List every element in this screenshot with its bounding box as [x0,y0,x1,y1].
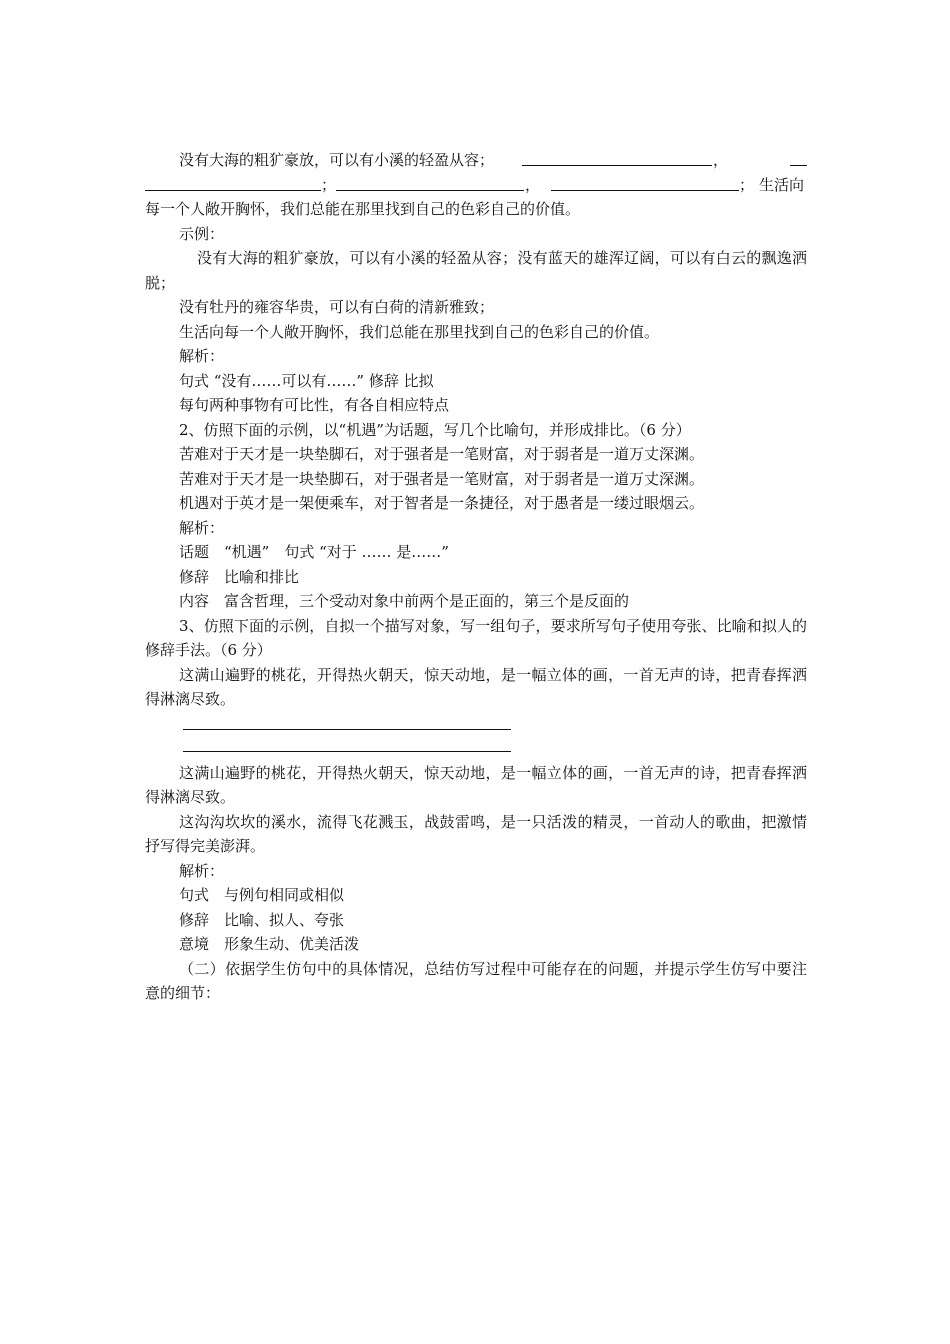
document-page [145,148,807,1006]
q3-analysis-3: 意境 形象生动、优美活泼 [179,935,360,953]
q1-comma-1: ， [713,151,729,169]
q1-blank-2[interactable] [145,173,321,191]
q1-blank-3[interactable] [336,173,524,191]
q1-analysis-2: 每句两种事物有可比性，有各自相应特点 [179,396,450,414]
q1-semicolon-2: ； [321,175,337,194]
q1-comma-2: ， [525,175,541,194]
q1-blank-1[interactable] [522,148,712,166]
q1-stem-line [145,148,807,173]
q3-analysis-2: 修辞 比喻、拟人、夸张 [179,910,345,929]
q2-line-1: 苦难对于天才是一块垫脚石，对于强者是一笔财富，对于弱者是一道万丈深渊。 [179,445,705,463]
q3-analysis-label: 解析： [179,861,225,880]
q3-answer-blank-1[interactable] [183,729,511,730]
q1-example-label: 示例： [179,224,225,243]
q3-answer-2: 这沟沟坎坎的溪水，流得飞花溅玉，战鼓雷鸣，是一只活泼的精灵，一首动人的歌曲，把激情抒写得完美澎湃。 [145,812,807,855]
q2-analysis-3: 内容 富含哲理，三个受动对象中前两个是正面的，第三个是反面的 [179,592,630,610]
q1-semicolon-3: ； [739,175,755,194]
q3-answer-1: 这满山遍野的桃花，开得热火朝天，惊天动地，是一幅立体的画，一首无声的诗，把青春挥洒得淋漓尽致。 [145,763,807,806]
q3-example: 这满山遍野的桃花，开得热火朝天，惊天动地，是一幅立体的画，一首无声的诗，把青春挥洒得淋漓尽致。 [145,665,807,708]
q1-blank-2-start[interactable] [790,148,807,166]
q1-blank-line [145,173,807,198]
q1-blank-4[interactable] [551,173,739,191]
q3-stem: 3、仿照下面的示例，自拟一个描写对象，写一组句子，要求所写句子使用夸张、比喻和拟人的修辞手法。（6 分） [145,616,807,659]
q1-end-fragment: 生活向 [759,175,805,194]
q3-analysis-1: 句式 与例句相同或相似 [179,886,345,904]
q1-example-1: 没有大海的粗犷豪放，可以有小溪的轻盈从容；没有蓝天的雄浑辽阔，可以有白云的飘逸洒脱； [145,249,807,292]
q2-analysis-label: 解析： [179,518,225,537]
q3-answer-blank-area [145,712,807,737]
q1-stem-start: 没有大海的粗犷豪放，可以有小溪的轻盈从容； [179,151,495,169]
q1-analysis-1: 句式 “没有……可以有……” 修辞 比拟 [179,371,434,390]
q1-line-3: 每一个人敞开胸怀，我们总能在那里找到自己的色彩自己的价值。 [145,200,581,218]
q3-answer-blank-area-2 [145,736,807,761]
q1-example-2: 没有牡丹的雍容华贵，可以有白荷的清新雅致； [179,298,495,316]
summary-paragraph: （二）依据学生仿句中的具体情况，总结仿写过程中可能存在的问题，并提示学生仿写中要注意的细节： [145,959,807,1002]
q2-line-2: 苦难对于天才是一块垫脚石，对于强者是一笔财富，对于弱者是一道万丈深渊。 [179,469,705,488]
q1-example-3: 生活向每一个人敞开胸怀，我们总能在那里找到自己的色彩自己的价值。 [179,322,660,341]
q2-analysis-1: 话题 “机遇” 句式 “对于 …… 是……” [179,543,449,561]
q2-analysis-2: 修辞 比喻和排比 [179,567,300,586]
q1-analysis-label: 解析： [179,347,225,365]
q2-line-3: 机遇对于英才是一架便乘车，对于智者是一条捷径，对于愚者是一缕过眼烟云。 [179,494,705,512]
q3-answer-blank-2[interactable] [183,751,511,752]
q2-stem: 2、仿照下面的示例，以“机遇”为话题，写几个比喻句，并形成排比。（6 分） [179,420,691,439]
